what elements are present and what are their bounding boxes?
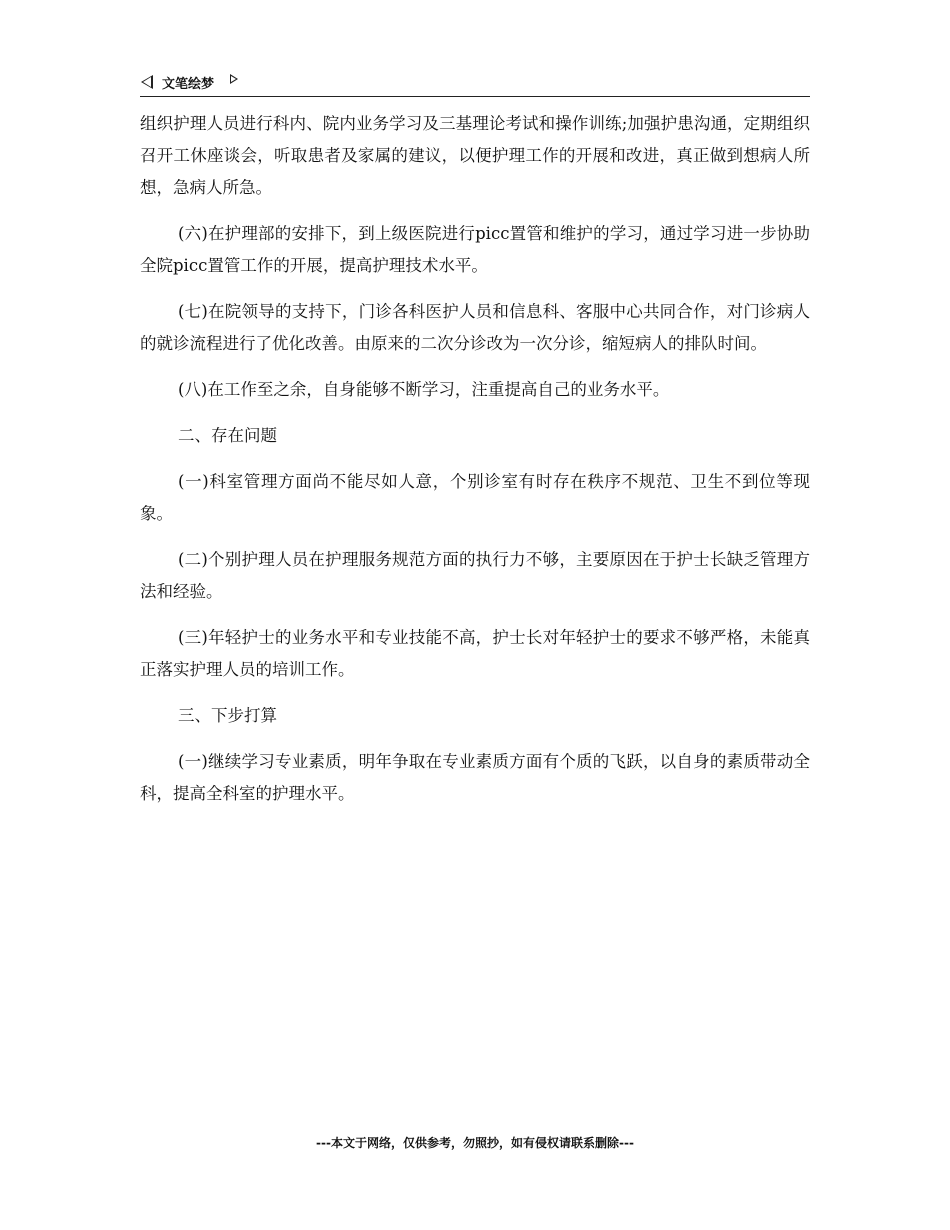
- page-footer: ---本文于网络，仅供参考，勿照抄，如有侵权请联系删除---: [316, 1136, 634, 1150]
- paragraph: (一)继续学习专业素质，明年争取在专业素质方面有个质的飞跃，以自身的素质带动全科，提高全科室的护理水平。: [140, 752, 810, 803]
- paragraph: (六)在护理部的安排下，到上级医院进行picc置管和维护的学习，通过学习进一步协助全院picc置管工作的开展，提高护理技术水平。: [140, 224, 810, 275]
- paragraph: (一)科室管理方面尚不能尽如人意，个别诊室有时存在秩序不规范、卫生不到位等现象。: [140, 472, 810, 523]
- paragraph: (七)在院领导的支持下，门诊各科医护人员和信息科、客服中心共同合作，对门诊病人的就诊流程进行了优化改善。由原来的二次分诊改为一次分诊，缩短病人的排队时间。: [140, 302, 810, 353]
- triangle-right-icon: [230, 74, 238, 84]
- section-heading: 三、下步打算: [178, 706, 277, 725]
- paragraph: (二)个别护理人员在护理服务规范方面的执行力不够，主要原因在于护士长缺乏管理方法和经验。: [140, 550, 810, 601]
- paragraph: (八)在工作至之余，自身能够不断学习，注重提高自己的业务水平。: [178, 380, 670, 399]
- section-heading: 二、存在问题: [178, 426, 277, 445]
- triangle-left-icon: [141, 75, 153, 89]
- document-body: [140, 108, 810, 824]
- page-header: [140, 70, 810, 97]
- brand-name: 文笔绘梦: [162, 77, 215, 92]
- paragraph: 组织护理人员进行科内、院内业务学习及三基理论考试和操作训练;加强护患沟通，定期组织召开工休座谈会，听取患者及家属的建议，以便护理工作的开展和改进，真正做到想病人所想，急病人所急。: [140, 114, 810, 197]
- paragraph: (三)年轻护士的业务水平和专业技能不高，护士长对年轻护士的要求不够严格，未能真正落实护理人员的培训工作。: [140, 628, 810, 679]
